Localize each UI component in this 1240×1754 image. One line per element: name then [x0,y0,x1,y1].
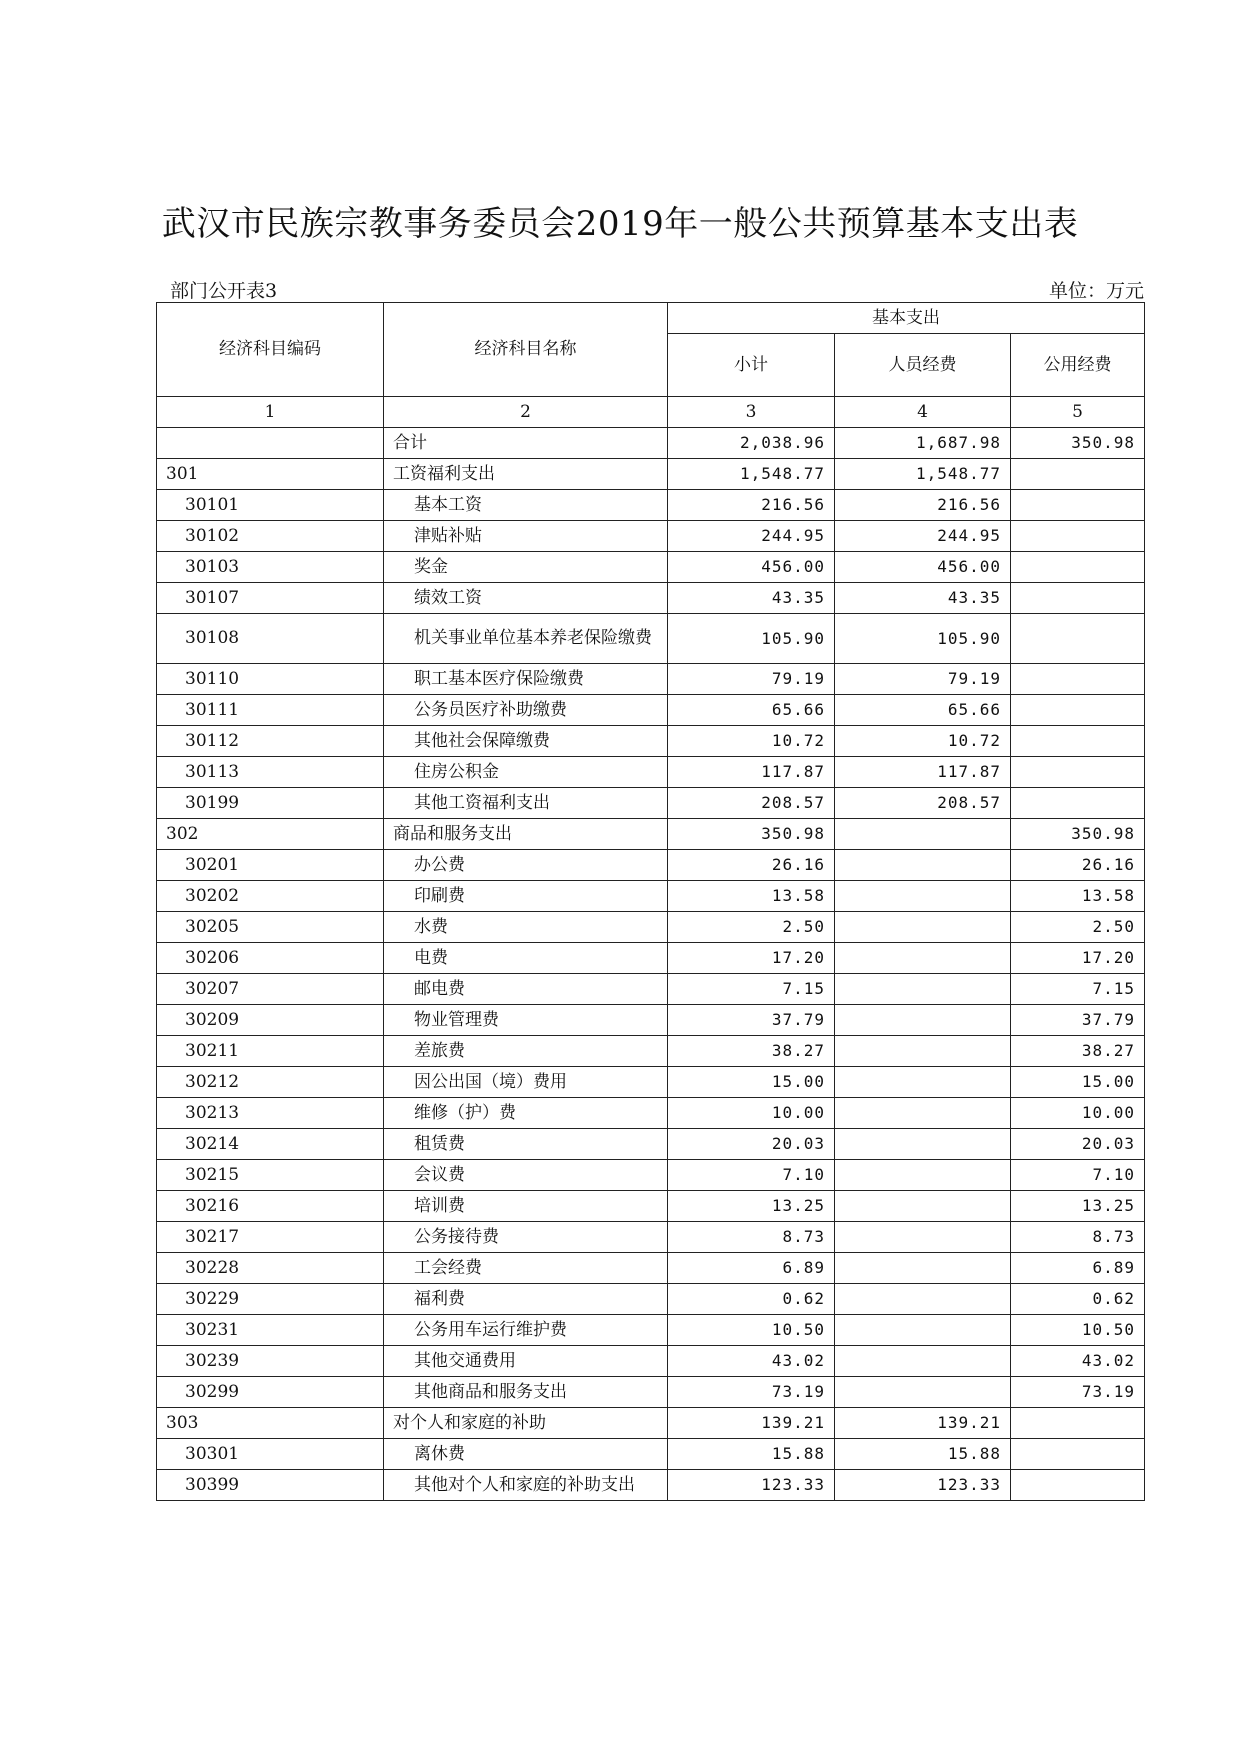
cell-name: 其他对个人和家庭的补助支出 [384,1470,668,1501]
table-row [157,1098,1145,1129]
cell-code: 30215 [157,1160,384,1191]
cell-subtotal: 15.00 [668,1067,835,1098]
cell-public: 26.16 [1011,850,1145,881]
cell-subtotal: 20.03 [668,1129,835,1160]
header-personnel: 人员经费 [835,334,1011,397]
cell-personnel: 79.19 [835,664,1011,695]
cell-name: 津贴补贴 [384,521,668,552]
cell-name: 差旅费 [384,1036,668,1067]
cell-subtotal: 13.58 [668,881,835,912]
cell-public [1011,552,1145,583]
cell-name: 福利费 [384,1284,668,1315]
cell-personnel: 244.95 [835,521,1011,552]
table-row [157,1036,1145,1067]
table-row [157,1377,1145,1408]
cell-name: 办公费 [384,850,668,881]
cell-personnel: 117.87 [835,757,1011,788]
cell-name: 绩效工资 [384,583,668,614]
table-row [157,583,1145,614]
cell-personnel: 15.88 [835,1439,1011,1470]
cell-subtotal: 1,548.77 [668,459,835,490]
cell-code: 30231 [157,1315,384,1346]
cell-personnel [835,850,1011,881]
table-row [157,1067,1145,1098]
cell-personnel: 208.57 [835,788,1011,819]
table-row [157,614,1145,664]
cell-subtotal: 139.21 [668,1408,835,1439]
cell-code: 30301 [157,1439,384,1470]
cell-personnel [835,1160,1011,1191]
table-row [157,1284,1145,1315]
cell-code: 30199 [157,788,384,819]
cell-code: 30113 [157,757,384,788]
cell-name: 因公出国（境）费用 [384,1067,668,1098]
cell-name: 住房公积金 [384,757,668,788]
table-row [157,552,1145,583]
cell-code: 30107 [157,583,384,614]
cell-subtotal: 8.73 [668,1222,835,1253]
cell-code: 30207 [157,974,384,1005]
table-row [157,1129,1145,1160]
cell-name: 公务用车运行维护费 [384,1315,668,1346]
cell-public: 73.19 [1011,1377,1145,1408]
cell-public [1011,614,1145,664]
cell-code: 30205 [157,912,384,943]
cell-code: 30229 [157,1284,384,1315]
cell-code: 30217 [157,1222,384,1253]
cell-personnel [835,819,1011,850]
cell-name: 职工基本医疗保险缴费 [384,664,668,695]
cell-public [1011,521,1145,552]
cell-subtotal: 6.89 [668,1253,835,1284]
cell-personnel [835,1129,1011,1160]
cell-code: 301 [157,459,384,490]
cell-public: 10.50 [1011,1315,1145,1346]
table-row [157,1005,1145,1036]
cell-public [1011,788,1145,819]
cell-personnel: 1,548.77 [835,459,1011,490]
cell-subtotal: 38.27 [668,1036,835,1067]
cell-name: 其他工资福利支出 [384,788,668,819]
cell-subtotal: 79.19 [668,664,835,695]
cell-public [1011,757,1145,788]
cell-subtotal: 26.16 [668,850,835,881]
cell-public [1011,1408,1145,1439]
table-row [157,1253,1145,1284]
index-cell: 3 [668,397,835,428]
cell-public: 20.03 [1011,1129,1145,1160]
cell-name: 维修（护）费 [384,1098,668,1129]
table-row [157,943,1145,974]
cell-personnel [835,1067,1011,1098]
cell-personnel [835,1191,1011,1222]
cell-name: 水费 [384,912,668,943]
table-row [157,912,1145,943]
cell-public: 7.10 [1011,1160,1145,1191]
cell-personnel: 43.35 [835,583,1011,614]
index-cell: 5 [1011,397,1145,428]
table-row [157,1408,1145,1439]
cell-public: 6.89 [1011,1253,1145,1284]
cell-code: 30110 [157,664,384,695]
cell-public [1011,490,1145,521]
cell-subtotal: 208.57 [668,788,835,819]
table-row [157,819,1145,850]
table-row [157,788,1145,819]
cell-subtotal: 7.10 [668,1160,835,1191]
cell-public: 43.02 [1011,1346,1145,1377]
budget-table [156,302,1145,1501]
cell-code: 302 [157,819,384,850]
cell-subtotal: 43.35 [668,583,835,614]
cell-subtotal: 7.15 [668,974,835,1005]
table-row [157,521,1145,552]
cell-public: 0.62 [1011,1284,1145,1315]
table-row [157,1191,1145,1222]
cell-personnel [835,1315,1011,1346]
table-row [157,1346,1145,1377]
cell-code: 30206 [157,943,384,974]
cell-personnel [835,881,1011,912]
cell-code: 30228 [157,1253,384,1284]
cell-public: 38.27 [1011,1036,1145,1067]
cell-name: 离休费 [384,1439,668,1470]
cell-name: 其他商品和服务支出 [384,1377,668,1408]
cell-code: 30239 [157,1346,384,1377]
table-row [157,428,1145,459]
cell-personnel: 1,687.98 [835,428,1011,459]
cell-personnel: 456.00 [835,552,1011,583]
table-body [157,428,1145,1501]
cell-name: 商品和服务支出 [384,819,668,850]
cell-subtotal: 17.20 [668,943,835,974]
table-row [157,459,1145,490]
cell-public: 2.50 [1011,912,1145,943]
cell-code: 30213 [157,1098,384,1129]
cell-name: 物业管理费 [384,1005,668,1036]
page-title: 武汉市民族宗教事务委员会2019年一般公共预算基本支出表 [161,204,1079,244]
table-row [157,695,1145,726]
cell-public: 17.20 [1011,943,1145,974]
cell-code: 30111 [157,695,384,726]
cell-personnel: 123.33 [835,1470,1011,1501]
cell-name: 对个人和家庭的补助 [384,1408,668,1439]
cell-subtotal: 13.25 [668,1191,835,1222]
cell-subtotal: 15.88 [668,1439,835,1470]
cell-name: 机关事业单位基本养老保险缴费 [384,614,668,664]
cell-personnel [835,943,1011,974]
cell-name: 印刷费 [384,881,668,912]
cell-subtotal: 350.98 [668,819,835,850]
cell-subtotal: 65.66 [668,695,835,726]
cell-name: 培训费 [384,1191,668,1222]
cell-name: 奖金 [384,552,668,583]
cell-subtotal: 117.87 [668,757,835,788]
cell-name: 工资福利支出 [384,459,668,490]
header-basic-expenditure: 基本支出 [668,303,1145,334]
cell-personnel [835,1377,1011,1408]
cell-name: 邮电费 [384,974,668,1005]
cell-name: 租赁费 [384,1129,668,1160]
cell-subtotal: 105.90 [668,614,835,664]
table-row [157,757,1145,788]
cell-code: 30201 [157,850,384,881]
table-number: 部门公开表3 [170,280,278,302]
cell-code: 30108 [157,614,384,664]
cell-name: 公务员医疗补助缴费 [384,695,668,726]
cell-public: 350.98 [1011,819,1145,850]
cell-code: 30209 [157,1005,384,1036]
cell-code: 30211 [157,1036,384,1067]
cell-code [157,428,384,459]
cell-subtotal: 244.95 [668,521,835,552]
cell-name: 电费 [384,943,668,974]
cell-subtotal: 73.19 [668,1377,835,1408]
header-name: 经济科目名称 [384,303,668,397]
cell-subtotal: 10.50 [668,1315,835,1346]
unit-label: 单位：万元 [1048,280,1144,302]
cell-personnel [835,912,1011,943]
table-row [157,850,1145,881]
cell-public: 8.73 [1011,1222,1145,1253]
cell-subtotal: 2.50 [668,912,835,943]
cell-name: 其他社会保障缴费 [384,726,668,757]
cell-personnel [835,1284,1011,1315]
header-code: 经济科目编码 [157,303,384,397]
cell-personnel [835,1098,1011,1129]
cell-personnel [835,1346,1011,1377]
table-row [157,1470,1145,1501]
cell-name: 其他交通费用 [384,1346,668,1377]
cell-personnel: 65.66 [835,695,1011,726]
cell-personnel: 10.72 [835,726,1011,757]
table-row [157,490,1145,521]
cell-personnel [835,1222,1011,1253]
cell-code: 30103 [157,552,384,583]
cell-name: 合计 [384,428,668,459]
cell-public: 7.15 [1011,974,1145,1005]
cell-code: 303 [157,1408,384,1439]
cell-subtotal: 10.00 [668,1098,835,1129]
cell-public [1011,695,1145,726]
cell-public [1011,726,1145,757]
cell-public: 15.00 [1011,1067,1145,1098]
cell-personnel: 216.56 [835,490,1011,521]
cell-code: 30399 [157,1470,384,1501]
cell-personnel: 139.21 [835,1408,1011,1439]
table-row [157,1439,1145,1470]
cell-personnel [835,1253,1011,1284]
cell-public [1011,1470,1145,1501]
cell-public: 10.00 [1011,1098,1145,1129]
cell-subtotal: 37.79 [668,1005,835,1036]
cell-public: 37.79 [1011,1005,1145,1036]
table-row [157,1315,1145,1346]
index-cell: 2 [384,397,668,428]
table-row [157,664,1145,695]
index-cell: 1 [157,397,384,428]
cell-code: 30202 [157,881,384,912]
table-row [157,1222,1145,1253]
cell-subtotal: 0.62 [668,1284,835,1315]
cell-public [1011,664,1145,695]
cell-public: 13.25 [1011,1191,1145,1222]
cell-code: 30102 [157,521,384,552]
table-row [157,974,1145,1005]
cell-code: 30101 [157,490,384,521]
cell-subtotal: 216.56 [668,490,835,521]
table-row [157,1160,1145,1191]
cell-code: 30212 [157,1067,384,1098]
cell-subtotal: 456.00 [668,552,835,583]
cell-personnel [835,1005,1011,1036]
cell-name: 会议费 [384,1160,668,1191]
index-cell: 4 [835,397,1011,428]
header-public: 公用经费 [1011,334,1145,397]
cell-code: 30299 [157,1377,384,1408]
cell-public [1011,583,1145,614]
cell-name: 公务接待费 [384,1222,668,1253]
cell-personnel [835,1036,1011,1067]
cell-code: 30216 [157,1191,384,1222]
cell-public: 350.98 [1011,428,1145,459]
cell-personnel: 105.90 [835,614,1011,664]
cell-public: 13.58 [1011,881,1145,912]
header-subtotal: 小计 [668,334,835,397]
cell-name: 基本工资 [384,490,668,521]
cell-subtotal: 43.02 [668,1346,835,1377]
cell-subtotal: 10.72 [668,726,835,757]
table-row [157,881,1145,912]
cell-code: 30112 [157,726,384,757]
cell-personnel [835,974,1011,1005]
cell-public [1011,459,1145,490]
cell-subtotal: 2,038.96 [668,428,835,459]
cell-code: 30214 [157,1129,384,1160]
cell-subtotal: 123.33 [668,1470,835,1501]
cell-name: 工会经费 [384,1253,668,1284]
table-row [157,726,1145,757]
cell-public [1011,1439,1145,1470]
